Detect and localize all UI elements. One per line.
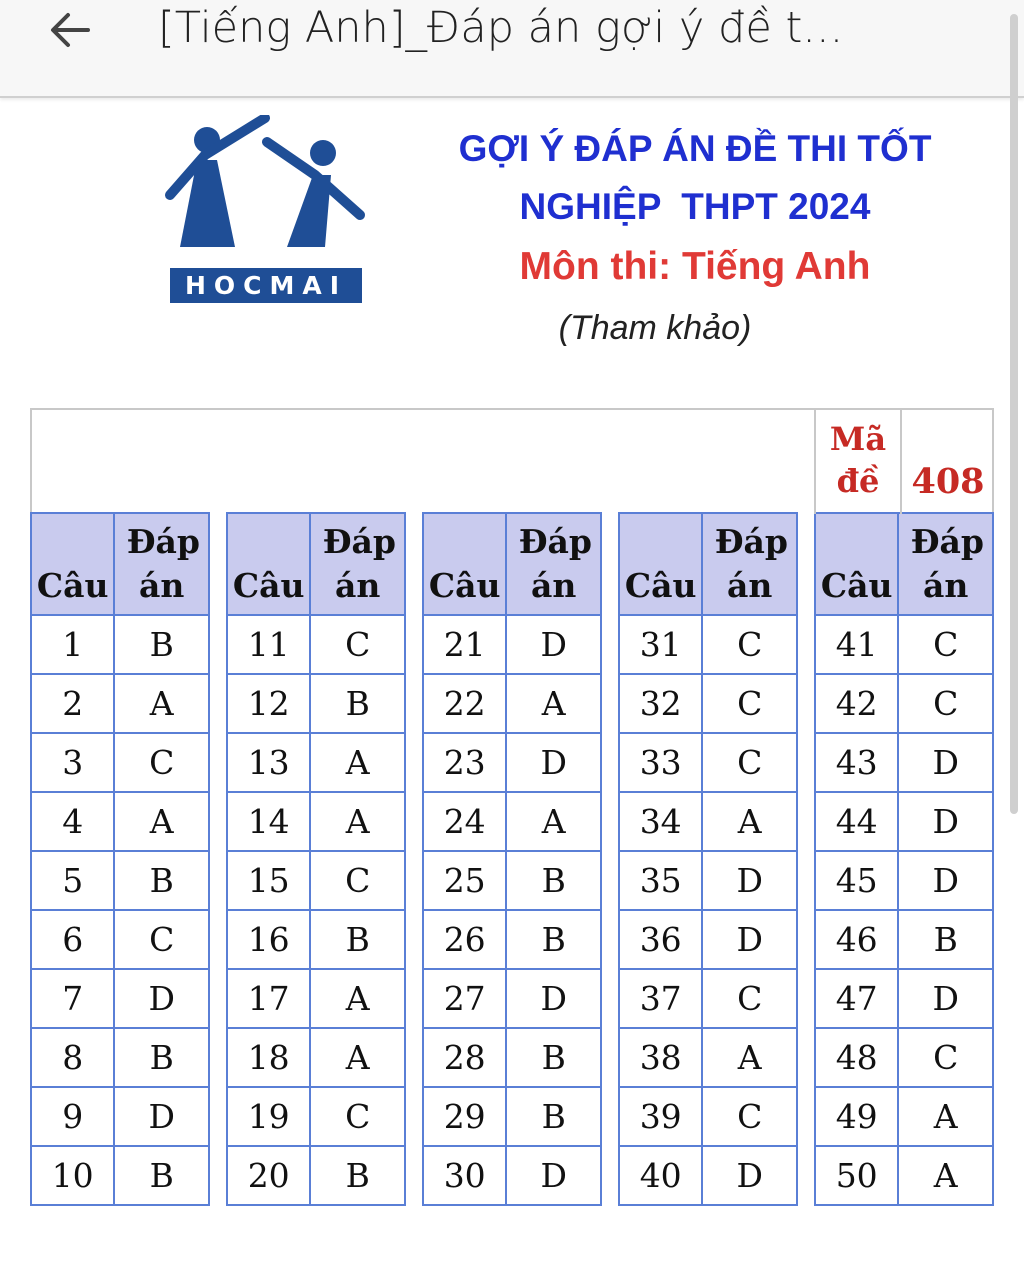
table-row xyxy=(423,969,601,1028)
column-header-question: Câu xyxy=(31,513,114,615)
table-row xyxy=(227,615,405,674)
column-header-answer: Đáp án xyxy=(114,513,209,615)
answer-letter: D xyxy=(506,615,601,674)
table-row xyxy=(815,615,993,674)
column-header-answer: Đáp án xyxy=(898,513,993,615)
back-button[interactable] xyxy=(40,4,100,56)
answer-letter: D xyxy=(898,969,993,1028)
answer-letter: D xyxy=(506,1146,601,1205)
answer-letter: C xyxy=(702,615,797,674)
table-row xyxy=(619,910,797,969)
question-number: 30 xyxy=(423,1146,506,1205)
question-number: 26 xyxy=(423,910,506,969)
answer-group-1 xyxy=(30,512,210,1206)
answer-letter: B xyxy=(114,1028,209,1087)
question-number: 29 xyxy=(423,1087,506,1146)
question-number: 14 xyxy=(227,792,310,851)
column-header-question: Câu xyxy=(227,513,310,615)
table-row xyxy=(423,1028,601,1087)
table-row xyxy=(619,1146,797,1205)
table-row xyxy=(423,674,601,733)
question-number: 5 xyxy=(31,851,114,910)
table-row xyxy=(815,1028,993,1087)
question-number: 50 xyxy=(815,1146,898,1205)
question-number: 28 xyxy=(423,1028,506,1087)
answer-letter: B xyxy=(114,1146,209,1205)
table-row xyxy=(619,615,797,674)
answer-letter: D xyxy=(702,910,797,969)
answer-letter: A xyxy=(898,1087,993,1146)
question-number: 23 xyxy=(423,733,506,792)
question-number: 27 xyxy=(423,969,506,1028)
question-number: 46 xyxy=(815,910,898,969)
answer-letter: B xyxy=(506,910,601,969)
answer-letter: A xyxy=(702,1028,797,1087)
answer-letter: C xyxy=(310,851,405,910)
question-number: 33 xyxy=(619,733,702,792)
answer-letter: C xyxy=(702,969,797,1028)
answer-letter: A xyxy=(702,792,797,851)
table-row xyxy=(423,851,601,910)
question-number: 9 xyxy=(31,1087,114,1146)
answer-letter: C xyxy=(898,615,993,674)
document-title: [Tiếng Anh]_Đáp án gợi ý đề t... xyxy=(158,3,844,53)
table-row xyxy=(31,733,209,792)
question-number: 32 xyxy=(619,674,702,733)
question-number: 47 xyxy=(815,969,898,1028)
answer-group-2 xyxy=(226,512,406,1206)
subject-label: Môn thi: Tiếng Anh xyxy=(519,245,871,288)
table-row xyxy=(31,792,209,851)
question-number: 20 xyxy=(227,1146,310,1205)
heading-line-1: GỢI Ý ĐÁP ÁN ĐỀ THI TỐT xyxy=(458,128,932,169)
table-row xyxy=(423,1146,601,1205)
answer-letter: A xyxy=(310,969,405,1028)
column-header-answer: Đáp án xyxy=(310,513,405,615)
answer-letter: D xyxy=(506,969,601,1028)
question-number: 49 xyxy=(815,1087,898,1146)
column-header-answer: Đáp án xyxy=(506,513,601,615)
answer-letter: C xyxy=(114,910,209,969)
answer-group-4 xyxy=(618,512,798,1206)
table-row xyxy=(815,910,993,969)
answer-letter: B xyxy=(310,910,405,969)
table-row xyxy=(31,1146,209,1205)
table-row xyxy=(227,792,405,851)
question-number: 36 xyxy=(619,910,702,969)
table-row xyxy=(31,674,209,733)
table-row xyxy=(227,1146,405,1205)
table-row xyxy=(227,1087,405,1146)
answer-letter: D xyxy=(114,969,209,1028)
answer-letter: B xyxy=(506,851,601,910)
table-row xyxy=(227,1028,405,1087)
table-row xyxy=(815,792,993,851)
table-row xyxy=(227,910,405,969)
column-header-answer: Đáp án xyxy=(702,513,797,615)
question-number: 21 xyxy=(423,615,506,674)
answer-letter: D xyxy=(702,851,797,910)
table-row xyxy=(227,674,405,733)
table-row xyxy=(619,969,797,1028)
answer-groups xyxy=(30,512,994,1206)
column-header-question: Câu xyxy=(815,513,898,615)
logo-figures-icon xyxy=(165,115,365,265)
table-row xyxy=(619,733,797,792)
answer-group-3 xyxy=(422,512,602,1206)
question-number: 18 xyxy=(227,1028,310,1087)
question-number: 22 xyxy=(423,674,506,733)
app-toolbar xyxy=(0,0,1024,98)
answer-letter: D xyxy=(898,851,993,910)
logo-wordmark: HOCMAI xyxy=(170,268,362,303)
question-number: 25 xyxy=(423,851,506,910)
question-number: 45 xyxy=(815,851,898,910)
question-number: 19 xyxy=(227,1087,310,1146)
column-header-question: Câu xyxy=(423,513,506,615)
scrollbar[interactable] xyxy=(1010,14,1018,814)
answer-letter: A xyxy=(310,1028,405,1087)
question-number: 7 xyxy=(31,969,114,1028)
table-row xyxy=(815,969,993,1028)
answer-letter: A xyxy=(898,1146,993,1205)
table-row xyxy=(423,733,601,792)
answer-letter: B xyxy=(310,674,405,733)
question-number: 4 xyxy=(31,792,114,851)
question-number: 37 xyxy=(619,969,702,1028)
table-row xyxy=(227,733,405,792)
answer-letter: A xyxy=(114,674,209,733)
answer-letter: C xyxy=(702,733,797,792)
table-row xyxy=(31,1028,209,1087)
answer-letter: A xyxy=(506,792,601,851)
question-number: 2 xyxy=(31,674,114,733)
answer-letter: D xyxy=(506,733,601,792)
answer-letter: C xyxy=(702,674,797,733)
question-number: 10 xyxy=(31,1146,114,1205)
answer-letter: C xyxy=(310,615,405,674)
answer-group-5 xyxy=(814,512,994,1206)
answer-letter: C xyxy=(702,1087,797,1146)
question-number: 3 xyxy=(31,733,114,792)
table-row xyxy=(31,851,209,910)
table-row xyxy=(815,851,993,910)
table-row xyxy=(31,969,209,1028)
table-row xyxy=(31,910,209,969)
question-number: 16 xyxy=(227,910,310,969)
question-number: 48 xyxy=(815,1028,898,1087)
answer-letter: D xyxy=(702,1146,797,1205)
table-row xyxy=(815,1087,993,1146)
column-header-question: Câu xyxy=(619,513,702,615)
answer-letter: C xyxy=(114,733,209,792)
answer-letter: A xyxy=(310,792,405,851)
answer-letter: C xyxy=(898,1028,993,1087)
table-row xyxy=(227,851,405,910)
table-row xyxy=(227,969,405,1028)
answer-letter: B xyxy=(898,910,993,969)
answer-letter: D xyxy=(114,1087,209,1146)
question-number: 43 xyxy=(815,733,898,792)
answer-letter: B xyxy=(114,851,209,910)
table-row xyxy=(423,792,601,851)
table-row xyxy=(423,1087,601,1146)
table-row xyxy=(815,733,993,792)
question-number: 44 xyxy=(815,792,898,851)
table-row xyxy=(619,1028,797,1087)
question-number: 42 xyxy=(815,674,898,733)
exam-code-row xyxy=(30,408,994,512)
question-number: 12 xyxy=(227,674,310,733)
question-number: 35 xyxy=(619,851,702,910)
table-row xyxy=(815,1146,993,1205)
answer-letter: B xyxy=(506,1028,601,1087)
answer-letter: A xyxy=(114,792,209,851)
table-row xyxy=(619,674,797,733)
table-row xyxy=(423,910,601,969)
heading-line-2: NGHIỆP THPT 2024 xyxy=(519,186,871,227)
question-number: 38 xyxy=(619,1028,702,1087)
table-row xyxy=(619,851,797,910)
question-number: 31 xyxy=(619,615,702,674)
question-number: 17 xyxy=(227,969,310,1028)
answer-letter: A xyxy=(506,674,601,733)
exam-code-label: Mã đề xyxy=(814,410,900,514)
answer-key-table xyxy=(30,408,994,1206)
answer-letter: C xyxy=(310,1087,405,1146)
question-number: 40 xyxy=(619,1146,702,1205)
question-number: 8 xyxy=(31,1028,114,1087)
answer-letter: D xyxy=(898,733,993,792)
table-row xyxy=(423,615,601,674)
table-row xyxy=(815,674,993,733)
reference-note: (Tham khảo) xyxy=(558,309,752,347)
answer-letter: A xyxy=(310,733,405,792)
table-row xyxy=(619,792,797,851)
question-number: 24 xyxy=(423,792,506,851)
answer-letter: B xyxy=(506,1087,601,1146)
arrow-left-icon xyxy=(48,10,92,50)
answer-letter: D xyxy=(898,792,993,851)
table-row xyxy=(31,615,209,674)
question-number: 41 xyxy=(815,615,898,674)
question-number: 13 xyxy=(227,733,310,792)
table-row xyxy=(619,1087,797,1146)
answer-letter: B xyxy=(114,615,209,674)
question-number: 39 xyxy=(619,1087,702,1146)
question-number: 11 xyxy=(227,615,310,674)
hocmai-logo xyxy=(165,115,365,305)
question-number: 34 xyxy=(619,792,702,851)
exam-code-value: 408 xyxy=(900,410,994,514)
question-number: 15 xyxy=(227,851,310,910)
answer-letter: B xyxy=(310,1146,405,1205)
table-row xyxy=(31,1087,209,1146)
question-number: 6 xyxy=(31,910,114,969)
question-number: 1 xyxy=(31,615,114,674)
answer-letter: C xyxy=(898,674,993,733)
page-heading xyxy=(420,120,970,358)
